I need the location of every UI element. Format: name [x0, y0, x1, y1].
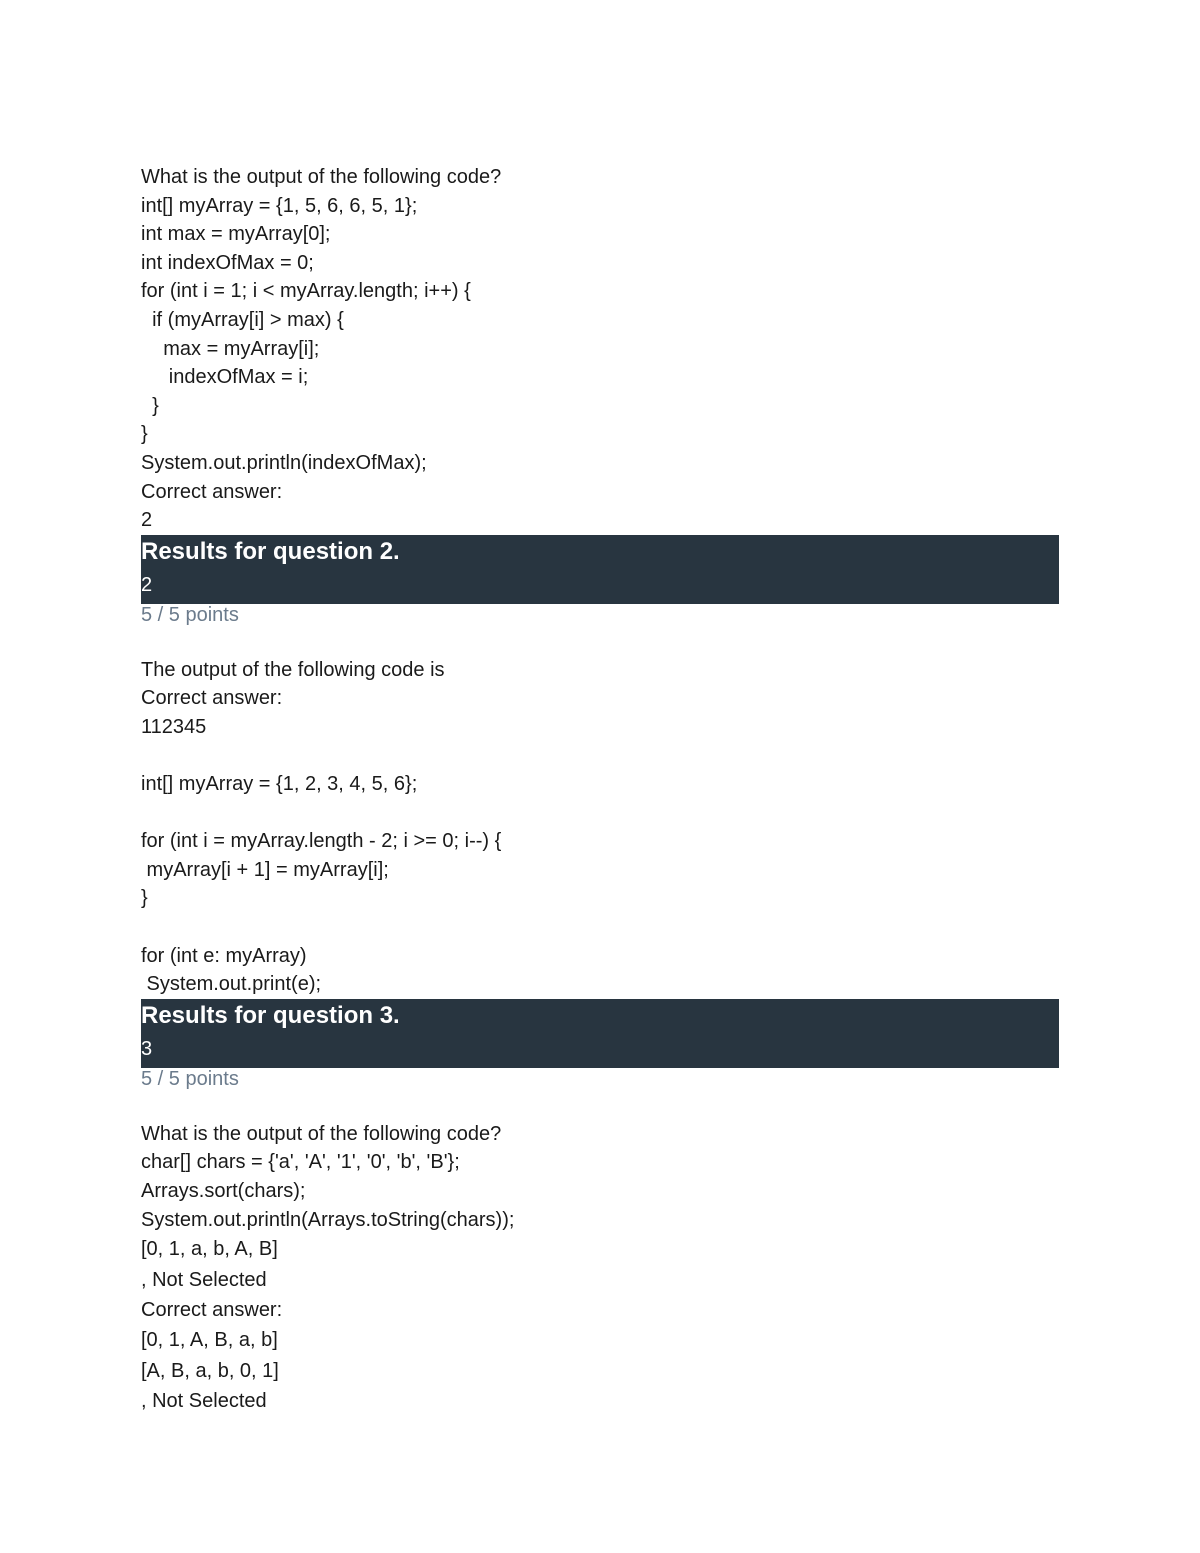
code-line: myArray[i + 1] = myArray[i]; [141, 858, 389, 881]
question-prompt: What is the output of the following code? [141, 166, 502, 188]
answer-option-3: [A, B, a, b, 0, 1] [141, 1359, 279, 1382]
code-line: for (int i = myArray.length - 2; i >= 0; i--) { [141, 830, 502, 853]
question-1 [141, 163, 1059, 535]
code-line: } [141, 394, 159, 417]
results-answer: 3 [141, 1037, 153, 1060]
correct-answer-label: Correct answer: [141, 1299, 283, 1321]
code-line: indexOfMax = i; [141, 366, 309, 389]
question-2 [141, 656, 1059, 999]
code-line: max = myArray[i]; [141, 337, 320, 360]
question-3 [141, 1120, 1059, 1417]
results-answer: 2 [141, 573, 153, 596]
code-line: int[] myArray = {1, 2, 3, 4, 5, 6}; [141, 773, 418, 796]
code-line: System.out.println(indexOfMax); [141, 451, 427, 474]
correct-answer-label: Correct answer: [141, 687, 283, 710]
code-line: if (myArray[i] > max) { [141, 308, 344, 331]
code-line: System.out.println(Arrays.toString(chars)); [141, 1208, 515, 1231]
code-line: System.out.print(e); [141, 973, 322, 996]
code-line: char[] chars = {'a', 'A', '1', '0', 'b', 'B'}; [141, 1151, 460, 1174]
code-line: int max = myArray[0]; [141, 223, 331, 246]
code-line: for (int i = 1; i < myArray.length; i++) { [141, 280, 471, 303]
quiz-results-page [141, 163, 1059, 1417]
code-line: for (int e: myArray) [141, 944, 307, 967]
question-prompt: The output of the following code is [141, 658, 445, 681]
results-title: Results for question 3. [141, 1001, 400, 1029]
code-line: } [141, 887, 148, 910]
correct-answer-label: Correct answer: [141, 480, 283, 503]
answer-option-2: [0, 1, A, B, a, b] [141, 1329, 278, 1352]
answer-option-1: [0, 1, a, b, A, B] [141, 1238, 278, 1261]
points-score: 5 / 5 points [141, 1067, 239, 1090]
question-prompt: What is the output of the following code? [141, 1122, 502, 1145]
option-status: , Not Selected [141, 1268, 267, 1291]
correct-answer-value: 112345 [141, 715, 207, 738]
code-line: } [141, 423, 148, 446]
option-status: , Not Selected [141, 1390, 267, 1413]
points-score: 5 / 5 points [141, 603, 239, 626]
code-line: int[] myArray = {1, 5, 6, 6, 5, 1}; [141, 194, 418, 217]
results-header-question-3 [141, 999, 1059, 1068]
code-line: int indexOfMax = 0; [141, 251, 314, 274]
correct-answer-value: 2 [141, 509, 153, 532]
code-line: Arrays.sort(chars); [141, 1180, 306, 1203]
results-header-question-2 [141, 535, 1059, 604]
results-title: Results for question 2. [141, 537, 400, 565]
